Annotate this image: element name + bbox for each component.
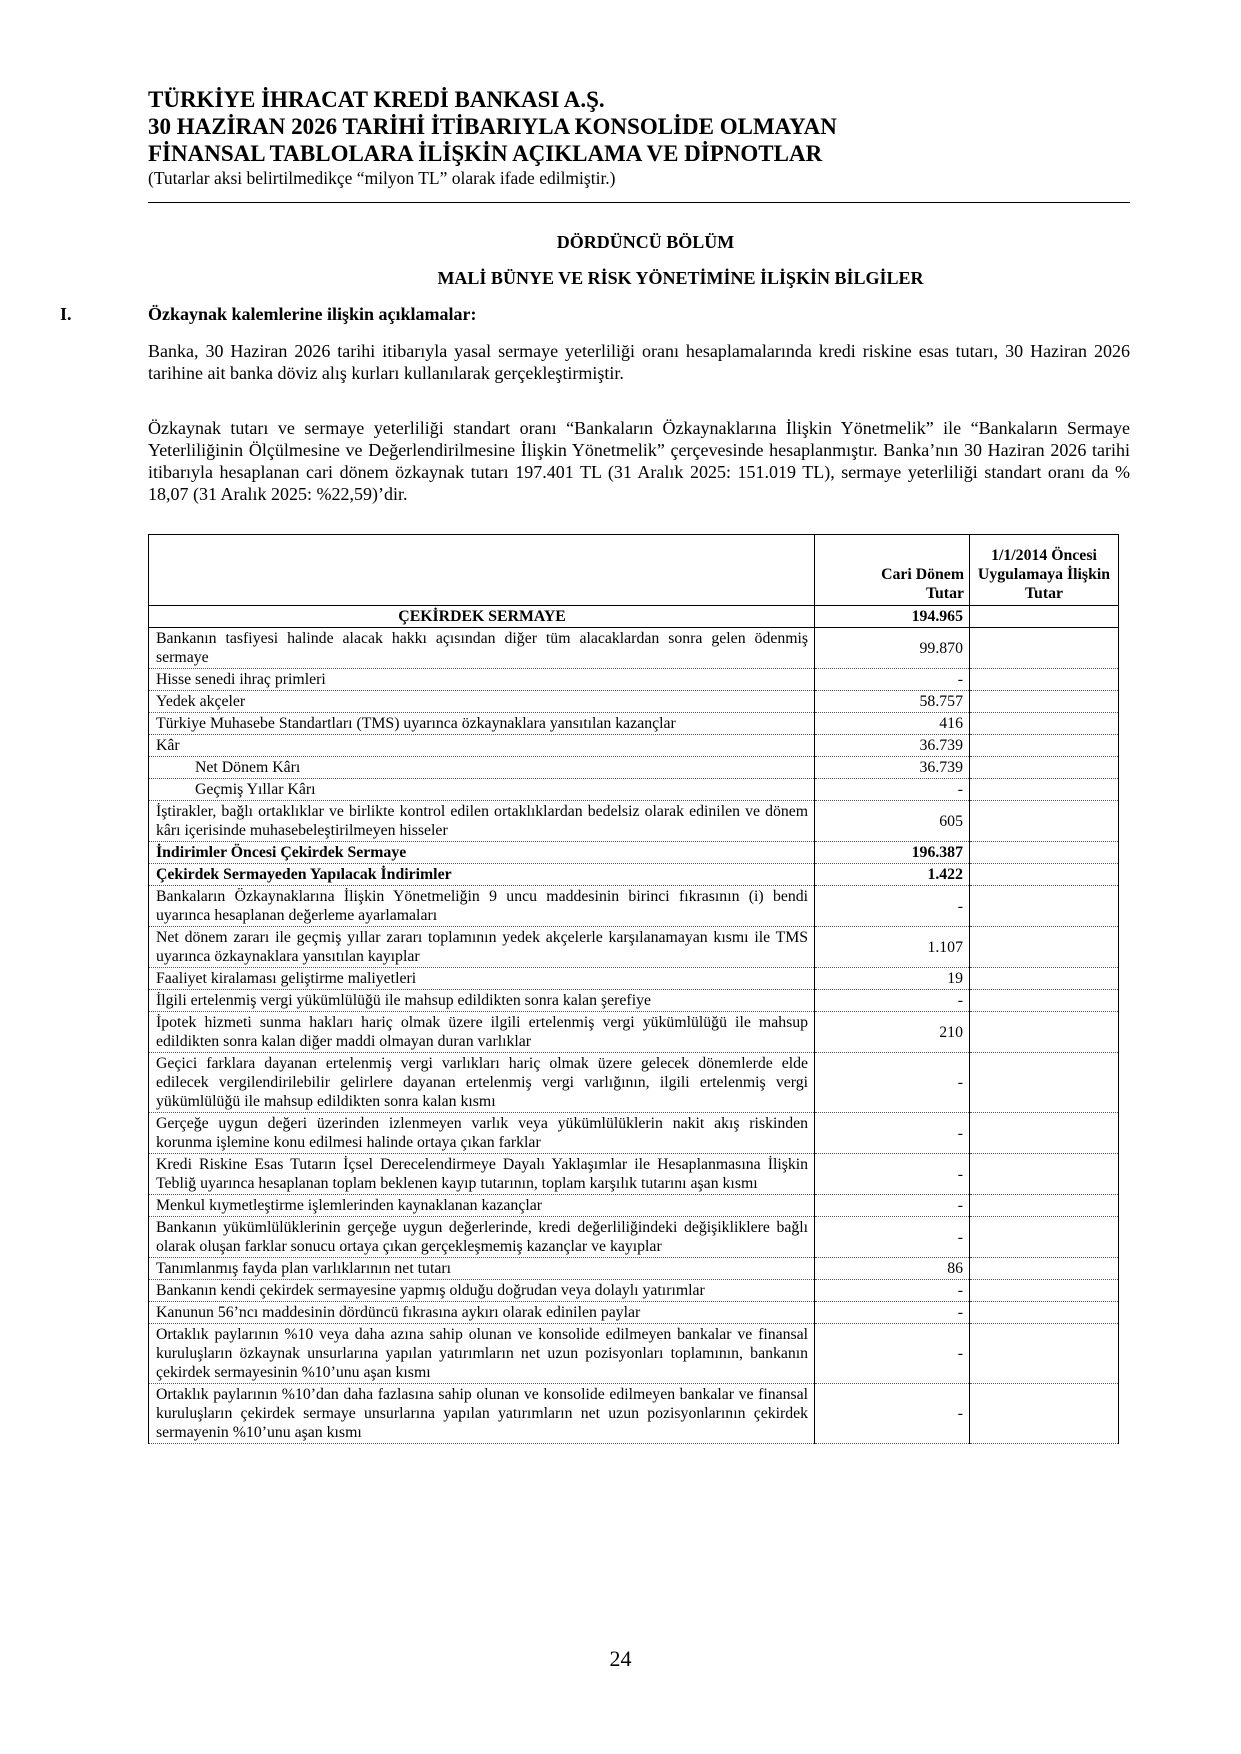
row-current-value: - bbox=[815, 1154, 970, 1195]
row-current-value: 19 bbox=[815, 968, 970, 990]
section-heading: Özkaynak kalemlerine ilişkin açıklamalar: bbox=[148, 304, 477, 324]
row-label: Yedek akçeler bbox=[149, 691, 815, 713]
row-label: Kredi Riskine Esas Tutarın İçsel Derecelendirmeye Dayalı Yaklaşımlar ile Hesaplanmasına İlişkin Tebliğ uyarınca hesaplanan toplam beklenen kayıp tutarının, toplam karşılık tutarını aşan kısmı bbox=[149, 1154, 815, 1195]
row-prior-value bbox=[969, 1113, 1118, 1154]
row-current-value: 1.107 bbox=[815, 927, 970, 968]
row-label: Kanunun 56’ncı maddesinin dördüncü fıkrasına aykırı olarak edinilen paylar bbox=[149, 1302, 815, 1324]
table-row bbox=[149, 779, 1119, 801]
row-label: Türkiye Muhasebe Standartları (TMS) uyarınca özkaynaklara yansıtılan kazançlar bbox=[149, 713, 815, 735]
table-row bbox=[149, 1258, 1119, 1280]
document-header bbox=[148, 86, 1128, 189]
table-row bbox=[149, 1280, 1119, 1302]
row-prior-value bbox=[969, 1280, 1118, 1302]
row-label: Faaliyet kiralaması geliştirme maliyetleri bbox=[149, 968, 815, 990]
core-capital-section-row bbox=[149, 606, 1119, 628]
row-current-value: 58.757 bbox=[815, 691, 970, 713]
core-capital-label: ÇEKİRDEK SERMAYE bbox=[149, 606, 815, 628]
row-prior-value bbox=[969, 927, 1118, 968]
row-current-value: - bbox=[815, 1280, 970, 1302]
row-label: Bankaların Özkaynaklarına İlişkin Yönetmeliğin 9 uncu maddesinin birinci fıkrasının (i) bendi uyarınca hesaplanan değerleme ayarlamaları bbox=[149, 886, 815, 927]
row-prior-value bbox=[969, 1324, 1118, 1384]
row-prior-value bbox=[969, 1302, 1118, 1324]
table-row bbox=[149, 1384, 1119, 1444]
section-number: I. bbox=[60, 304, 72, 324]
row-current-value: - bbox=[815, 1217, 970, 1258]
row-prior-value bbox=[969, 669, 1118, 691]
row-label: Ortaklık paylarının %10 veya daha azına sahip olunan ve konsolide edilmeyen bankalar ve finansal kuruluşların özkaynak unsurlarına yapılan yatırımların net uzun pozisyonları toplamının, bankanın çekirdek sermayesinin %10’unu aşan kısmı bbox=[149, 1324, 815, 1384]
row-current-value: - bbox=[815, 1053, 970, 1113]
row-current-value: 196.387 bbox=[815, 842, 970, 864]
row-current-value: 99.870 bbox=[815, 628, 970, 669]
row-label: Net dönem zararı ile geçmiş yıllar zararı toplamının yedek akçelerle karşılanamayan kısmı ile TMS uyarınca özkaynaklara yansıtılan kayıplar bbox=[149, 927, 815, 968]
header-subtitle: (Tutarlar aksi belirtilmedikçe “milyon TL” olarak ifade edilmiştir.) bbox=[148, 168, 616, 188]
header-line-3: FİNANSAL TABLOLARA İLİŞKİN AÇIKLAMA VE DİPNOTLAR bbox=[148, 141, 823, 166]
row-prior-value bbox=[969, 1258, 1118, 1280]
row-label: İştirakler, bağlı ortaklıklar ve birlikte kontrol edilen ortaklıklardan bedelsiz olarak edinilen ve dönem kârı içerisinde muhasebeleştirilmeyen hisseler bbox=[149, 801, 815, 842]
table-row bbox=[149, 1217, 1119, 1258]
table-header-row bbox=[149, 535, 1119, 606]
row-current-value: - bbox=[815, 1324, 970, 1384]
row-prior-value bbox=[969, 990, 1118, 1012]
row-label: İndirimler Öncesi Çekirdek Sermaye bbox=[149, 842, 815, 864]
core-capital-total: 194.965 bbox=[815, 606, 970, 628]
row-prior-value bbox=[969, 1012, 1118, 1053]
table-row bbox=[149, 713, 1119, 735]
table-row bbox=[149, 735, 1119, 757]
table-row bbox=[149, 842, 1119, 864]
row-prior-value bbox=[969, 1154, 1118, 1195]
col-current-period-header: Cari Dönem Tutar bbox=[815, 535, 970, 606]
row-label: Bankanın kendi çekirdek sermayesine yapmış olduğu doğrudan veya dolaylı yatırımlar bbox=[149, 1280, 815, 1302]
table-row bbox=[149, 1113, 1119, 1154]
table-row bbox=[149, 691, 1119, 713]
table-row bbox=[149, 1012, 1119, 1053]
row-prior-value bbox=[969, 1217, 1118, 1258]
row-current-value: 605 bbox=[815, 801, 970, 842]
row-label: Geçici farklara dayanan ertelenmiş vergi varlıkları hariç olmak üzere gelecek dönemlerde elde edilecek vergilendirilebilir gelirlere dayanan ertelenmiş vergi varlığının, ilgili ertelenmiş vergi yükümlülüğü ile mahsup edildikten sonra kalan kısmı bbox=[149, 1053, 815, 1113]
table-row bbox=[149, 801, 1119, 842]
row-prior-value bbox=[969, 735, 1118, 757]
row-current-value: 36.739 bbox=[815, 735, 970, 757]
row-label: İlgili ertelenmiş vergi yükümlülüğü ile mahsup edildikten sonra kalan şerefiye bbox=[149, 990, 815, 1012]
table-row bbox=[149, 628, 1119, 669]
row-label: Bankanın yükümlülüklerinin gerçeğe uygun değerlerinde, kredi değerliliğindeki değişikliklere bağlı olarak oluşan farklar sonucu ortaya çıkan gerçekleşmemiş kazançlar ve kayıplar bbox=[149, 1217, 815, 1258]
row-prior-value bbox=[969, 1384, 1118, 1444]
header-line-1: TÜRKİYE İHRACAT KREDİ BANKASI A.Ş. bbox=[148, 87, 605, 112]
row-current-value: - bbox=[815, 1113, 970, 1154]
table-row bbox=[149, 757, 1119, 779]
table-row bbox=[149, 1195, 1119, 1217]
row-current-value: - bbox=[815, 1302, 970, 1324]
row-current-value: - bbox=[815, 669, 970, 691]
header-line-2: 30 HAZİRAN 2026 TARİHİ İTİBARIYLA KONSOLİDE OLMAYAN bbox=[148, 114, 837, 139]
table-header-blank bbox=[149, 535, 815, 606]
table-row bbox=[149, 864, 1119, 886]
row-prior-value bbox=[969, 1053, 1118, 1113]
row-label: Ortaklık paylarının %10’dan daha fazlasına sahip olunan ve konsolide edilmeyen bankalar ve finansal kuruluşların çekirdek sermaye unsurlarına yapılan yatırımların net uzun pozisyonlarının çekirdek sermayenin %10’unu aşan kısmı bbox=[149, 1384, 815, 1444]
paragraph-2: Özkaynak tutarı ve sermaye yeterliliği standart oranı “Bankaların Özkaynaklarına İlişkin Yönetmelik” ile “Bankaların Sermaye Yeterliliğinin Ölçülmesine ve Değerlendirilmesine İlişkin Yönetmelik” çerçevesinde hesaplanmıştır. Banka’nın 30 Haziran 2026 tarihi itibarıyla hesaplanan cari dönem özkaynak tutarı 197.401 TL (31 Aralık 2025: 151.019 TL), sermaye yeterliliği standart oranı da % 18,07 (31 Aralık 2025: %22,59)’dir. bbox=[148, 418, 1130, 504]
chapter-title: DÖRDÜNCÜ BÖLÜM bbox=[556, 232, 735, 252]
core-capital-prior bbox=[969, 606, 1118, 628]
row-current-value: 1.422 bbox=[815, 864, 970, 886]
col-pre-2014-header: 1/1/2014 Öncesi Uygulamaya İlişkin Tutar bbox=[969, 535, 1118, 606]
table-row bbox=[149, 927, 1119, 968]
table-row bbox=[149, 1053, 1119, 1113]
table-row bbox=[149, 669, 1119, 691]
row-prior-value bbox=[969, 968, 1118, 990]
table-row bbox=[149, 968, 1119, 990]
row-label: Menkul kıymetleştirme işlemlerinden kaynaklanan kazançlar bbox=[149, 1195, 815, 1217]
table-row bbox=[149, 1324, 1119, 1384]
chapter-subtitle: MALİ BÜNYE VE RİSK YÖNETİMİNE İLİŞKİN BİLGİLER bbox=[437, 268, 924, 288]
row-label: Hisse senedi ihraç primleri bbox=[149, 669, 815, 691]
row-prior-value bbox=[969, 779, 1118, 801]
row-prior-value bbox=[969, 691, 1118, 713]
row-label: Tanımlanmış fayda plan varlıklarının net tutarı bbox=[149, 1258, 815, 1280]
row-prior-value bbox=[969, 628, 1118, 669]
table-row bbox=[149, 886, 1119, 927]
row-label: Kâr bbox=[149, 735, 815, 757]
row-label: İpotek hizmeti sunma hakları hariç olmak üzere ilgili ertelenmiş vergi yükümlülüğü ile mahsup edildikten sonra kalan diğer maddi olmayan duran varlıklar bbox=[149, 1012, 815, 1053]
header-rule bbox=[148, 202, 1130, 203]
row-prior-value bbox=[969, 842, 1118, 864]
row-current-value: - bbox=[815, 779, 970, 801]
table-row bbox=[149, 1302, 1119, 1324]
row-current-value: 416 bbox=[815, 713, 970, 735]
row-label: Geçmiş Yıllar Kârı bbox=[149, 779, 815, 801]
table-row bbox=[149, 990, 1119, 1012]
row-current-value: - bbox=[815, 1195, 970, 1217]
table-row bbox=[149, 1154, 1119, 1195]
row-current-value: - bbox=[815, 886, 970, 927]
row-current-value: 86 bbox=[815, 1258, 970, 1280]
row-prior-value bbox=[969, 757, 1118, 779]
row-current-value: - bbox=[815, 990, 970, 1012]
row-prior-value bbox=[969, 801, 1118, 842]
row-label: Bankanın tasfiyesi halinde alacak hakkı açısından diğer tüm alacaklardan sonra gelen ödenmiş sermaye bbox=[149, 628, 815, 669]
row-current-value: - bbox=[815, 1384, 970, 1444]
row-prior-value bbox=[969, 1195, 1118, 1217]
row-current-value: 210 bbox=[815, 1012, 970, 1053]
row-prior-value bbox=[969, 864, 1118, 886]
row-label: Gerçeğe uygun değeri üzerinden izlenmeyen varlık veya yükümlülüklerin nakit akış riskinden korunma işlemine konu edilmesi halinde ortaya çıkan farklar bbox=[149, 1113, 815, 1154]
paragraph-1: Banka, 30 Haziran 2026 tarihi itibarıyla yasal sermaye yeterliliği oranı hesaplamalarında kredi riskine esas tutarı, 30 Haziran 2026 tarihine ait banka döviz alış kurları kullanılarak gerçekleştirmiştir. bbox=[148, 341, 1130, 383]
page-number: 24 bbox=[609, 1646, 632, 1671]
row-label: Net Dönem Kârı bbox=[149, 757, 815, 779]
equity-table bbox=[148, 534, 1119, 1444]
row-prior-value bbox=[969, 886, 1118, 927]
row-prior-value bbox=[969, 713, 1118, 735]
row-label: Çekirdek Sermayeden Yapılacak İndirimler bbox=[149, 864, 815, 886]
row-current-value: 36.739 bbox=[815, 757, 970, 779]
